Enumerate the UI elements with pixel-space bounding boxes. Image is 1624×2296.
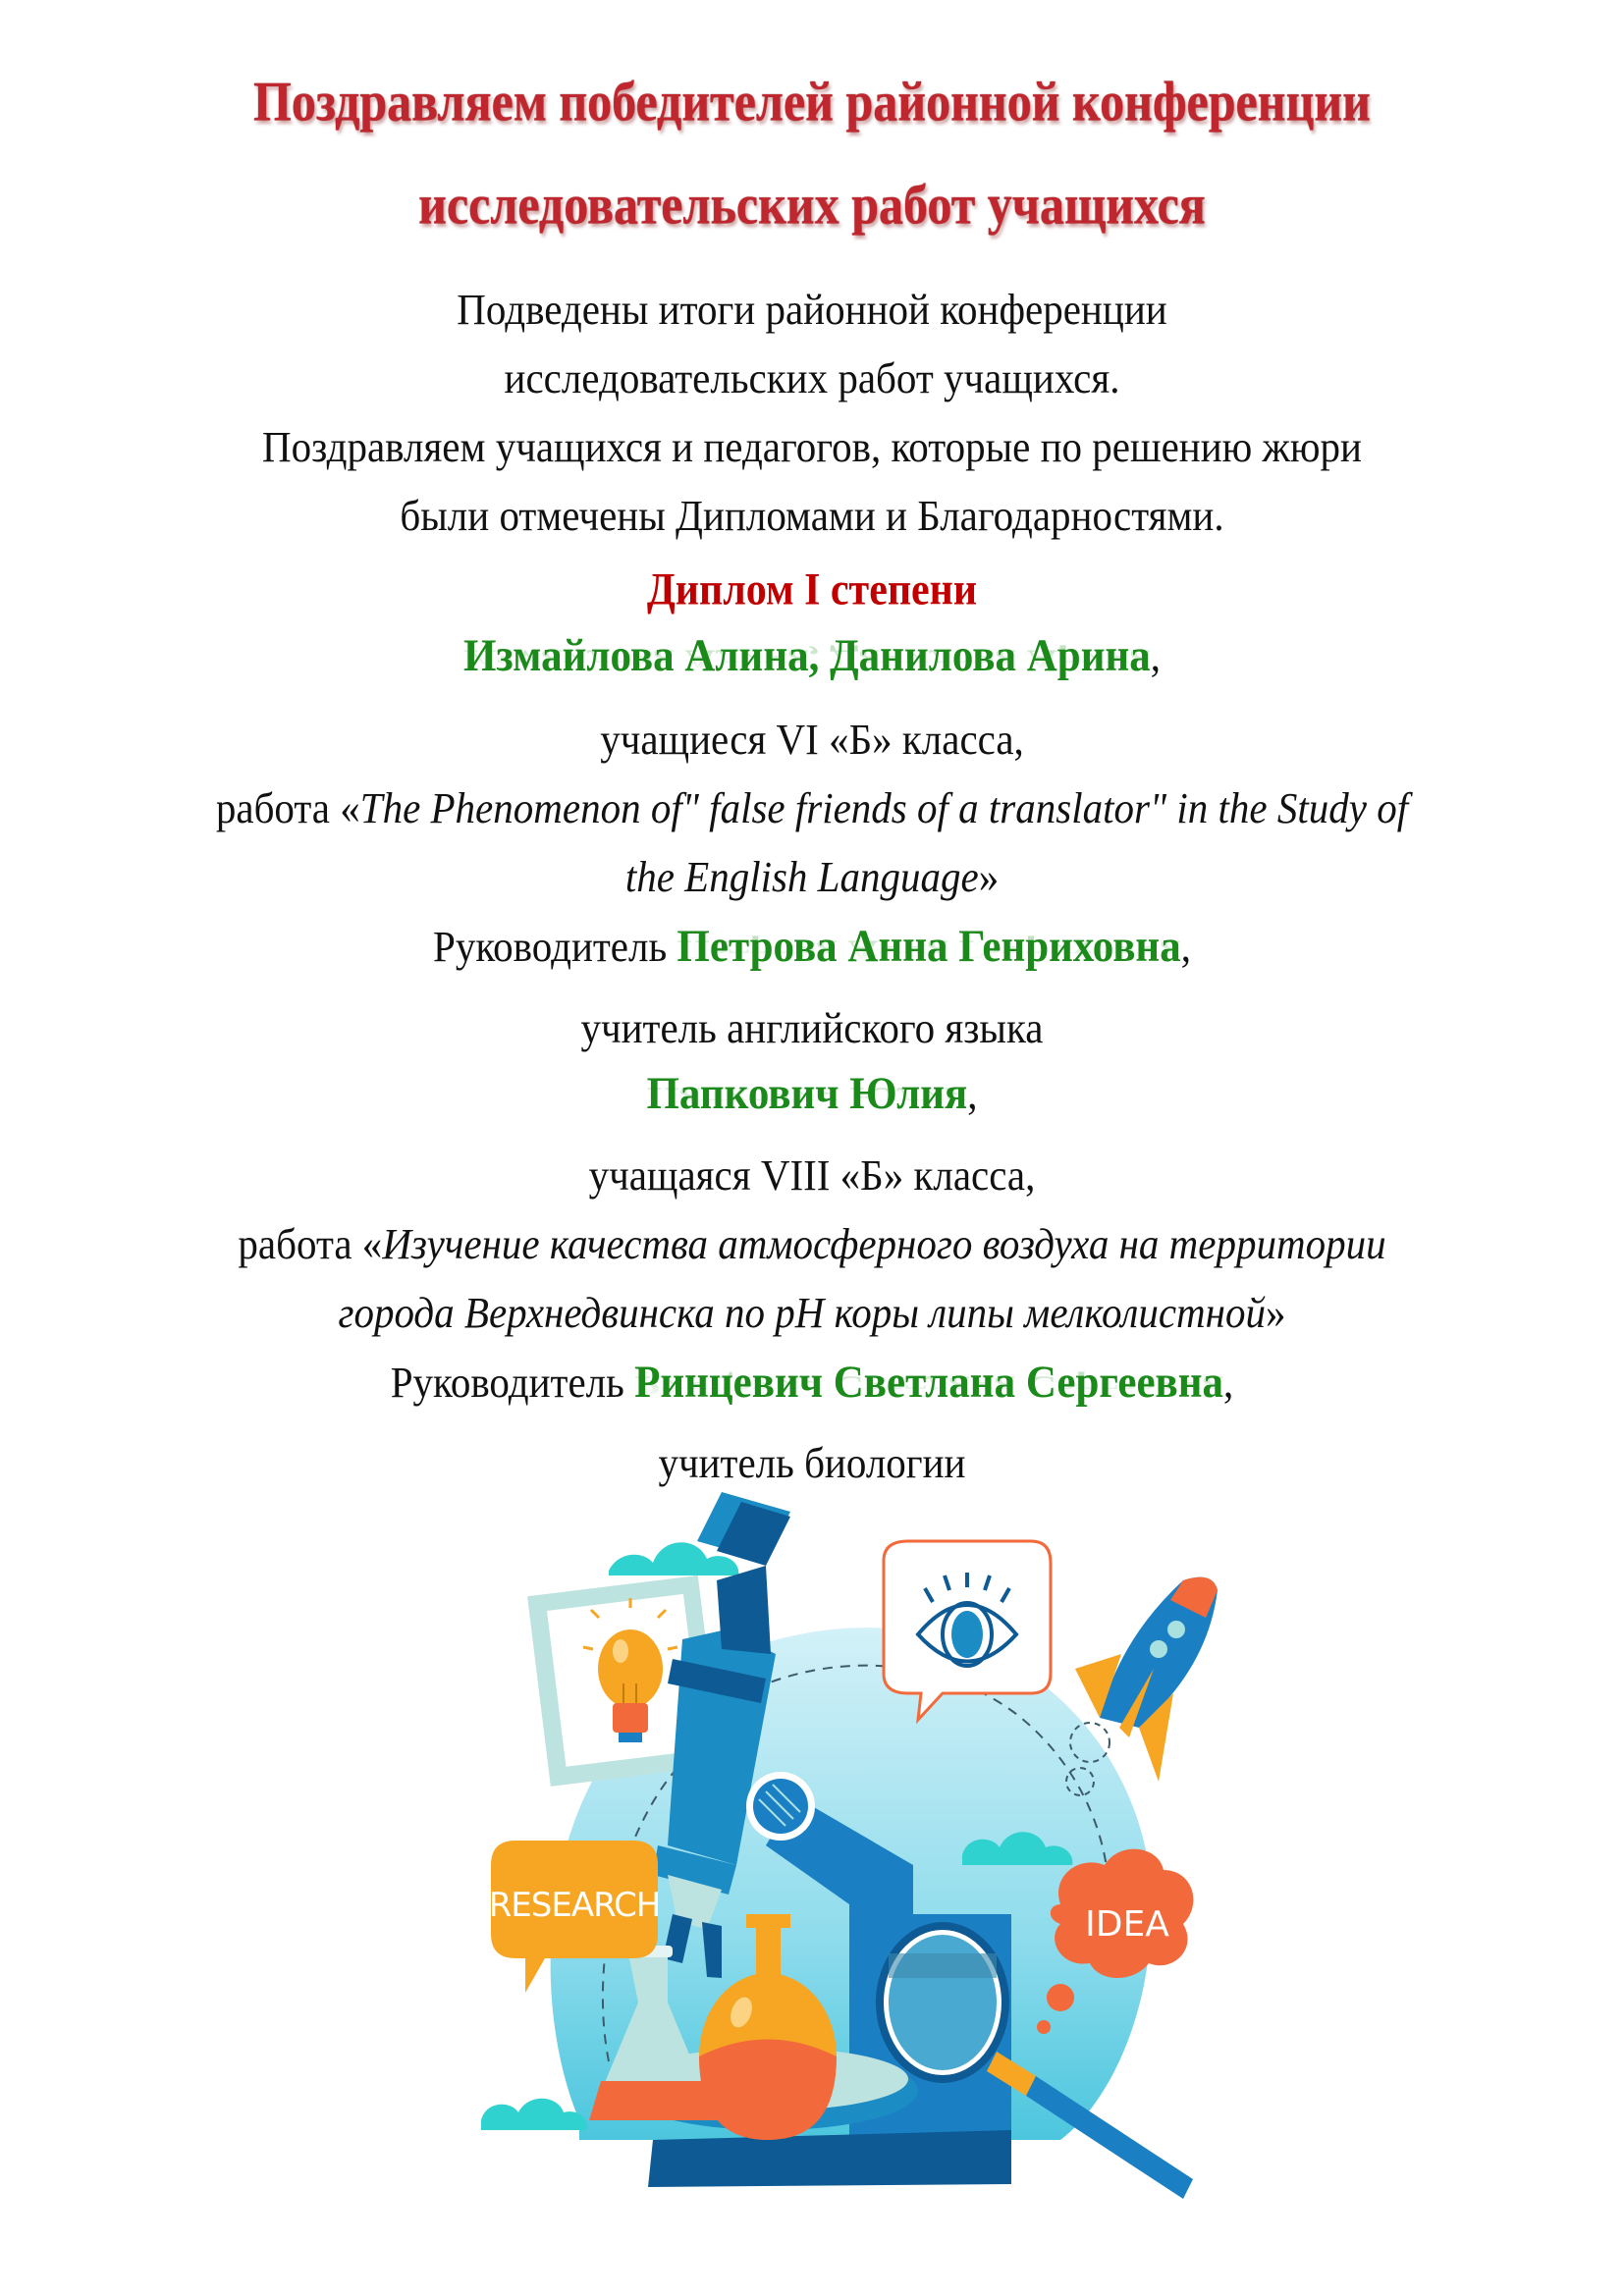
entry-2-work-prefix: работа « xyxy=(238,1219,383,1268)
entry-1-students-line xyxy=(0,631,1624,681)
entry-1-supervisor-name: Петрова Анна Генриховна Петрова Анна Генриховна xyxy=(677,924,1180,969)
entry-1-supervisor-suffix: , xyxy=(1180,922,1191,971)
idea-label: IDEA xyxy=(1085,1904,1169,1945)
page-title-line-2: исследовательских работ учащихся xyxy=(418,172,1206,237)
entry-2-supervisor-label: Руководитель xyxy=(390,1358,635,1407)
entry-1-work-title-2: the English Language xyxy=(624,852,979,901)
entry-2-supervisor-suffix: , xyxy=(1223,1358,1234,1407)
award-heading: Диплом I степени xyxy=(646,564,978,615)
entry-2-work-title-2: города Верхнедвинска по рН коры липы мелколистной xyxy=(338,1288,1267,1337)
entry-1-work-line-2 xyxy=(0,852,1624,901)
entry-2-supervisor-line xyxy=(0,1358,1624,1408)
entry-1-work-prefix: работа « xyxy=(215,783,360,832)
entry-2-supervisor-role: учитель биологии xyxy=(658,1438,966,1487)
entry-2-class-info: учащаяся VIII «Б» класса, xyxy=(588,1150,1036,1200)
entry-1-work-suffix: » xyxy=(978,852,1000,901)
intro-line-4: были отмечены Дипломами и Благодарностями. xyxy=(400,491,1224,540)
page-title-line-1: Поздравляем победителей районной конференции xyxy=(253,69,1371,133)
intro-line-3: Поздравляем учащихся и педагогов, которые по решению жюри xyxy=(262,422,1362,471)
entry-2-work-title-1: Изучение качества атмосферного воздуха на территории xyxy=(382,1219,1386,1268)
intro-line-1: Подведены итоги районной конференции xyxy=(457,285,1167,334)
entry-2-students: Папкович Юлия Папкович Юлия xyxy=(646,1071,967,1116)
entry-1-supervisor-label: Руководитель xyxy=(433,922,677,971)
entry-1-supervisor-role: учитель английского языка xyxy=(580,1003,1044,1052)
entry-1-students-suffix: , xyxy=(1150,631,1162,680)
entry-1-work-title-1: The Phenomenon of" false friends of a translator" in the Study of xyxy=(359,783,1409,832)
entry-2-students-line xyxy=(0,1069,1624,1119)
entry-1-students: Измайлова Алина, Данилова Арина Измайлова Алина, Данилова Арина xyxy=(463,633,1151,678)
research-label: RESEARCH xyxy=(488,1886,661,1925)
intro-line-2: исследовательских работ учащихся. xyxy=(504,353,1120,402)
entry-1-supervisor-line xyxy=(0,922,1624,972)
entry-2-work-line-2 xyxy=(0,1288,1624,1337)
entry-2-supervisor-name: Ринцевич Светлана Сергеевна Ринцевич Светлана Сергеевна xyxy=(634,1360,1223,1405)
entry-1-work-line-1 xyxy=(0,783,1624,832)
entry-1-class-info: учащиеся VI «Б» класса, xyxy=(600,715,1024,764)
entry-2-work-suffix: » xyxy=(1266,1288,1286,1337)
science-illustration xyxy=(471,1492,1218,2199)
eye-icon xyxy=(884,1541,1051,1720)
entry-2-students-suffix: , xyxy=(967,1069,978,1118)
entry-2-work-line-1 xyxy=(0,1219,1624,1268)
